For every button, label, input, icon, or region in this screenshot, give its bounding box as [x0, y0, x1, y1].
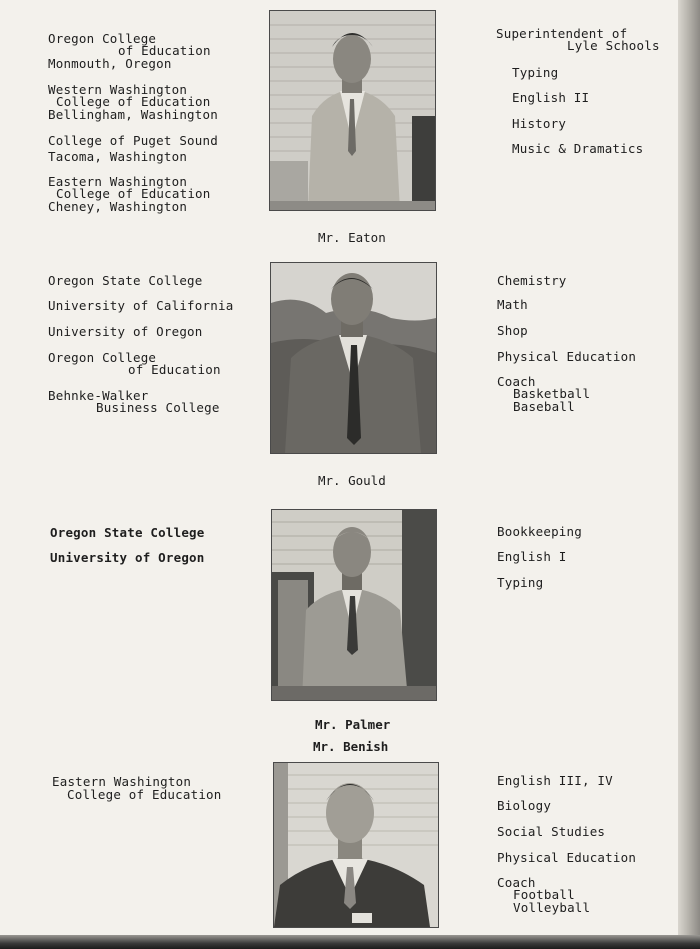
education-line: College of Puget Sound [48, 133, 218, 148]
education-line: Cheney, Washington [48, 199, 188, 214]
subject-line: English I [497, 549, 567, 564]
education-line: of Education [128, 362, 221, 377]
subject-line: Social Studies [497, 824, 606, 839]
subject-line: Chemistry [497, 273, 567, 288]
subject-line: Physical Education [497, 850, 637, 865]
teacher-name-caption: Mr. Palmer [315, 717, 391, 732]
subject-line: Typing [512, 65, 559, 80]
portrait-photo-benish [273, 762, 439, 928]
subject-line: Math [497, 297, 528, 312]
subject-line: English II [512, 90, 590, 105]
education-line: of Education [118, 43, 211, 58]
education-line: University of Oregon [50, 550, 205, 565]
subject-line: English III, IV [497, 773, 613, 788]
education-line: Behnke-Walker [48, 388, 149, 403]
education-line: University of California [48, 298, 234, 313]
subject-line: History [512, 116, 567, 131]
subject-line: Football [513, 887, 575, 902]
education-line: College of Education [67, 787, 222, 802]
subject-line: Volleyball [513, 900, 591, 915]
position-line: Superintendent of [496, 26, 628, 41]
position-line: Lyle Schools [567, 38, 660, 53]
education-line: Oregon College [48, 350, 157, 365]
education-line: Oregon State College [48, 273, 203, 288]
subject-line: Typing [497, 575, 544, 590]
page-gutter-shadow [678, 0, 700, 949]
education-line: Tacoma, Washington [48, 149, 188, 164]
education-line: Oregon College [48, 31, 157, 46]
teacher-name-caption: Mr. Benish [313, 739, 389, 754]
education-line: Business College [96, 400, 220, 415]
education-line: Bellingham, Washington [48, 107, 218, 122]
subject-line: Baseball [513, 399, 575, 414]
portrait-photo-eaton [269, 10, 436, 211]
education-line: University of Oregon [48, 324, 203, 339]
teacher-name-caption: Mr. Eaton [318, 230, 386, 245]
education-line: College of Education [56, 94, 211, 109]
education-line: College of Education [56, 186, 211, 201]
education-line: Eastern Washington [52, 774, 192, 789]
subject-line: Bookkeeping [497, 524, 582, 539]
page-bottom-edge [0, 935, 700, 949]
subject-line: Basketball [513, 386, 591, 401]
subject-line: Music & Dramatics [512, 141, 644, 156]
subject-line: Physical Education [497, 349, 637, 364]
subject-line: Coach [497, 875, 536, 890]
education-line: Eastern Washington [48, 174, 188, 189]
subject-line: Shop [497, 323, 528, 338]
subject-line: Coach [497, 374, 536, 389]
subject-line: Biology [497, 798, 552, 813]
teacher-name-caption: Mr. Gould [318, 473, 386, 488]
portrait-photo-gould [270, 262, 437, 454]
education-line: Oregon State College [50, 525, 205, 540]
portrait-photo-palmer [271, 509, 437, 701]
education-line: Western Washington [48, 82, 188, 97]
education-line: Monmouth, Oregon [48, 56, 172, 71]
